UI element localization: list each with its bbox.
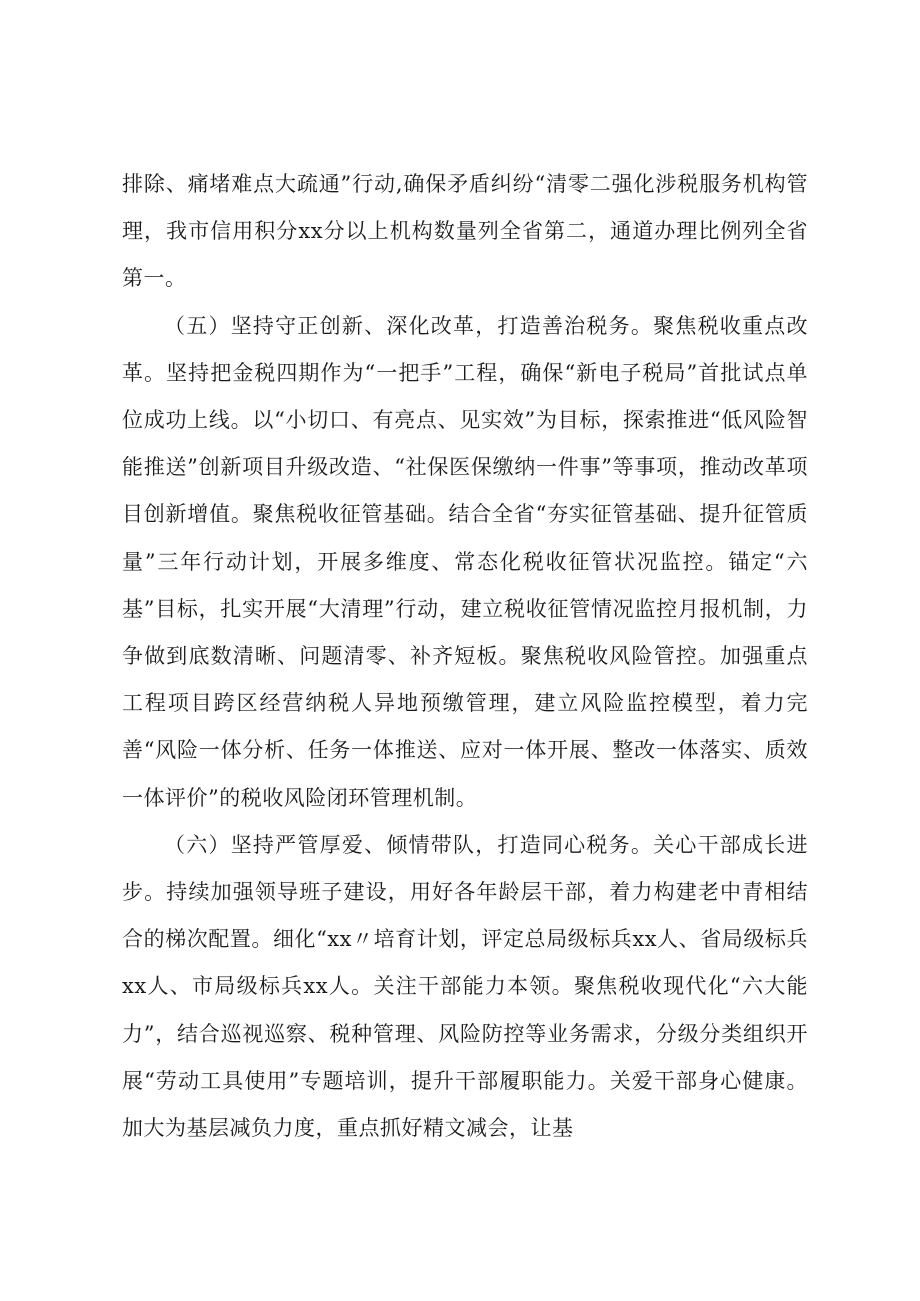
paragraph-continuation: 排除、痛堵难点大疏通”行动,确保矛盾纠纷“清零二强化涉税服务机构管理，我市信用积分xx分以上机构数量列全省第二，通道办理比例列全省第一。 bbox=[122, 172, 808, 291]
paragraph-section-five: （五）坚持守正创新、深化改革，打造善治税务。聚焦税收重点改革。坚持把金税四期作为“一把手”工程，确保“新电子税局”首批试点单位成功上线。以“小切口、有亮点、见实效”为目标，探索推进“低风险智能推送”创新项目升级改造、“社保医保缴纳一件事”等事项，推动改革项目创新增值。聚焦税收征管基础。结合全省“夯实征管基础、提升征管质量”三年行动计划，开展多维度、常态化税收征管状况监控。锚定“六基”目标，扎实开展“大清理”行动，建立税收征管情况监控月报机制，力争做到底数清晰、问题清零、补齐短板。聚焦税收风险管控。加强重点工程项目跨区经营纳税人异地预缴管理，建立风险监控模型，着力完善“风险一体分析、任务一体推送、应对一体开展、整改一体落实、质效一体评价”的税收风险闭环管理机制。 bbox=[122, 313, 808, 810]
document-body bbox=[122, 161, 808, 1152]
paragraph-section-six: （六）坚持严管厚爱、倾情带队，打造同心税务。关心干部成长进步。持续加强领导班子建设，用好各年龄层干部，着力构建老中青相结合的梯次配置。细化“xx〃培育计划，评定总局级标兵xx人、省局级标兵xx人、市局级标兵xx人。关注干部能力本领。聚焦税收现代化“六大能力”，结合巡视巡察、税种管理、风险防控等业务需求，分级分类组织开展“劳动工具使用”专题培训，提升干部履职能力。关爱干部身心健康。加大为基层减负力度，重点抓好精文减会，让基 bbox=[122, 832, 808, 1141]
